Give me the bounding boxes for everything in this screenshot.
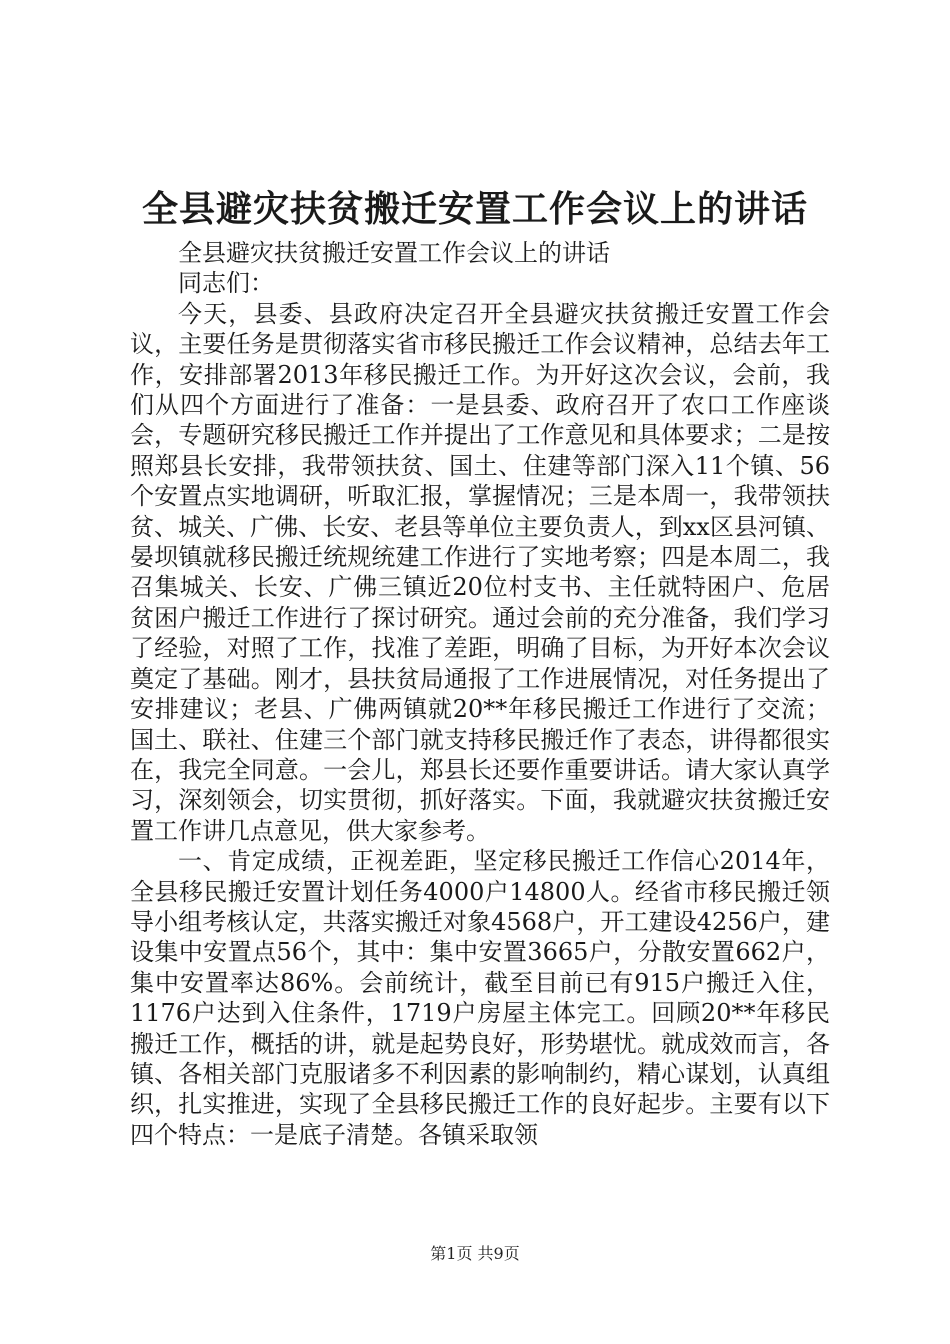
document-body [130, 238, 830, 1150]
salutation-paragraph: 同志们： [178, 269, 274, 298]
subtitle-paragraph: 全县避灾扶贫搬迁安置工作会议上的讲话 [178, 239, 610, 267]
document-title: 全县避灾扶贫搬迁安置工作会议上的讲话 [141, 188, 808, 230]
intro-paragraph: 今天，县委、县政府决定召开全县避灾扶贫搬迁安置工作会议，主要任务是贯彻落实省市移民搬迁工作会议精神，总结去年工作，安排部署2013年移民搬迁工作。为开好这次会议，会前，我们从四个方面进行了准备：一是县委、政府召开了农口工作座谈会，专题研究移民搬迁工作并提出了工作意见和具体要求；二是按照郑县长安排，我带领扶贫、国土、住建等部门深入11个镇、56个安置点实地调研，听取汇报，掌握情况；三是本周一，我带领扶贫、城关、广佛、长安、老县等单位主要负责人，到xx区县河镇、晏坝镇就移民搬迁统规统建工作进行了实地考察；四是本周二，我召集城关、长安、广佛三镇近20位村支书、主任就特困户、危居贫困户搬迁工作进行了探讨研究。通过会前的充分准备，我们学习了经验，对照了工作，找准了差距，明确了目标，为开好本次会议奠定了基础。刚才，县扶贫局通报了工作进展情况，对任务提出了安排建议；老县、广佛两镇就20**年移民搬迁工作进行了交流；国土、联社、住建三个部门就支持移民搬迁作了表态，讲得都很实在，我完全同意。一会儿，郑县长还要作重要讲话。请大家认真学习，深刻领会，切实贯彻，抓好落实。下面，我就避灾扶贫搬迁安置工作讲几点意见，供大家参考。 [130, 299, 830, 845]
section-one-paragraph: 一、肯定成绩，正视差距，坚定移民搬迁工作信心2014年，全县移民搬迁安置计划任务4000户14800人。经省市移民搬迁领导小组考核认定，共落实搬迁对象4568户，开工建设4256户，建设集中安置点56个，其中：集中安置3665户，分散安置662户，集中安置率达86%。会前统计，截至目前已有915户搬迁入住，1176户达到入住条件，1719户房屋主体完工。回顾20**年移民搬迁工作，概括的讲，就是起势良好，形势堪忧。就成效而言，各镇、各相关部门克服诸多不利因素的影响制约，精心谋划，认真组织，扎实推进，实现了全县移民搬迁工作的良好起步。主要有以下四个特点：一是底子清楚。各镇采取领 [130, 847, 830, 1149]
page-number-footer: 第1页 共9页 [430, 1244, 520, 1263]
